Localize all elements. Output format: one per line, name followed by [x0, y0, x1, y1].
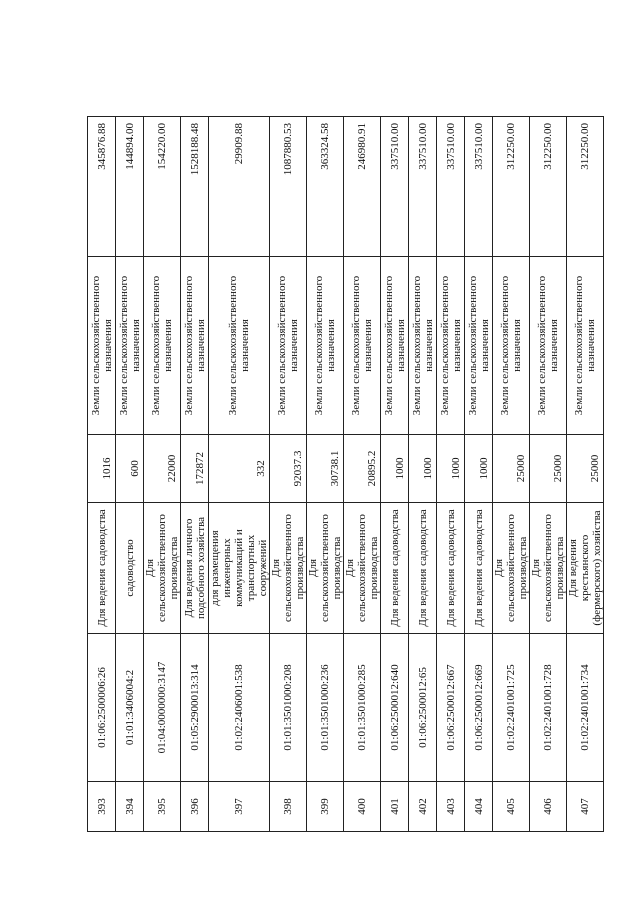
table-row	[181, 117, 209, 832]
table-row	[88, 117, 116, 832]
row-number-cell: 393	[88, 782, 116, 832]
area-cell: 30738.1	[307, 435, 344, 503]
land-category-cell: Земли сельскохозяйственного назначения	[181, 257, 209, 435]
permitted-use-cell: Для сельскохозяйственного производства	[270, 503, 307, 634]
permitted-use-cell: для размещения инженерных коммуникаций и транспортных сооружений	[209, 503, 270, 634]
row-number-cell: 398	[270, 782, 307, 832]
area-cell: 1000	[465, 435, 493, 503]
land-category-cell: Земли сельскохозяйственного назначения	[409, 257, 437, 435]
row-number-cell: 395	[144, 782, 181, 832]
land-category-cell: Земли сельскохозяйственного назначения	[144, 257, 181, 435]
cadastral-value-cell: 1087880.53	[270, 117, 307, 257]
land-category-cell: Земли сельскохозяйственного назначения	[381, 257, 409, 435]
land-category-cell: Земли сельскохозяйственного назначения	[270, 257, 307, 435]
area-cell: 25000	[567, 435, 604, 503]
row-number-cell: 407	[567, 782, 604, 832]
table-row	[270, 117, 307, 832]
rotated-page-content	[87, 117, 603, 832]
permitted-use-cell: Для ведения крестьянского (фермерского) хозяйства	[567, 503, 604, 634]
land-category-cell: Земли сельскохозяйственного назначения	[116, 257, 144, 435]
area-cell: 25000	[493, 435, 530, 503]
cadastral-number-cell: 01:02:2406001:538	[209, 634, 270, 782]
cadastral-number-cell: 01:06:2500012:667	[437, 634, 465, 782]
row-number-cell: 400	[344, 782, 381, 832]
permitted-use-cell: Для сельскохозяйственного производства	[530, 503, 567, 634]
permitted-use-cell: Для сельскохозяйственного производства	[307, 503, 344, 634]
row-number-cell: 396	[181, 782, 209, 832]
cadastral-number-cell: 01:06:2500012:669	[465, 634, 493, 782]
cadastral-number-cell: 01:06:2500006:26	[88, 634, 116, 782]
permitted-use-cell: Для сельскохозяйственного производства	[344, 503, 381, 634]
cadastral-value-cell: 363324.58	[307, 117, 344, 257]
cadastral-value-cell: 337510.00	[465, 117, 493, 257]
area-cell: 1000	[409, 435, 437, 503]
cadastral-value-cell: 312250.00	[567, 117, 604, 257]
area-cell: 92037.3	[270, 435, 307, 503]
cadastral-number-cell: 01:06:2500012:640	[381, 634, 409, 782]
row-number-cell: 403	[437, 782, 465, 832]
area-cell: 172872	[181, 435, 209, 503]
permitted-use-cell: Для сельскохозяйственного производства	[144, 503, 181, 634]
permitted-use-cell: Для ведения садоводства	[409, 503, 437, 634]
area-cell: 1000	[381, 435, 409, 503]
table-row	[437, 117, 465, 832]
land-plots-table	[87, 116, 604, 832]
cadastral-value-cell: 246980.91	[344, 117, 381, 257]
row-number-cell: 404	[465, 782, 493, 832]
table-row	[144, 117, 181, 832]
cadastral-number-cell: 01:01:3501000:285	[344, 634, 381, 782]
table-row	[567, 117, 604, 832]
area-cell: 25000	[530, 435, 567, 503]
cadastral-value-cell: 29909.88	[209, 117, 270, 257]
cadastral-value-cell: 144894.00	[116, 117, 144, 257]
table-row	[530, 117, 567, 832]
area-cell: 22000	[144, 435, 181, 503]
land-category-cell: Земли сельскохозяйственного назначения	[567, 257, 604, 435]
cadastral-value-cell: 337510.00	[409, 117, 437, 257]
land-category-cell: Земли сельскохозяйственного назначения	[530, 257, 567, 435]
area-cell: 20895.2	[344, 435, 381, 503]
table-row	[116, 117, 144, 832]
row-number-cell: 406	[530, 782, 567, 832]
cadastral-value-cell: 345876.88	[88, 117, 116, 257]
land-category-cell: Земли сельскохозяйственного назначения	[465, 257, 493, 435]
cadastral-number-cell: 01:02:2401001:728	[530, 634, 567, 782]
permitted-use-cell: Для ведения личного подсобного хозяйства	[181, 503, 209, 634]
area-cell: 1016	[88, 435, 116, 503]
land-category-cell: Земли сельскохозяйственного назначения	[437, 257, 465, 435]
table-body	[88, 117, 604, 832]
table-row	[344, 117, 381, 832]
permitted-use-cell: садоводство	[116, 503, 144, 634]
land-category-cell: Земли сельскохозяйственного назначения	[307, 257, 344, 435]
permitted-use-cell: Для ведения садоводства	[88, 503, 116, 634]
cadastral-value-cell: 154220.00	[144, 117, 181, 257]
area-cell: 332	[209, 435, 270, 503]
row-number-cell: 401	[381, 782, 409, 832]
cadastral-value-cell: 312250.00	[530, 117, 567, 257]
land-category-cell: Земли сельскохозяйственного назначения	[88, 257, 116, 435]
row-number-cell: 402	[409, 782, 437, 832]
area-cell: 600	[116, 435, 144, 503]
cadastral-value-cell: 1528188.48	[181, 117, 209, 257]
cadastral-value-cell: 312250.00	[493, 117, 530, 257]
area-cell: 1000	[437, 435, 465, 503]
table-row	[409, 117, 437, 832]
table-row	[493, 117, 530, 832]
permitted-use-cell: Для сельскохозяйственного производства	[493, 503, 530, 634]
cadastral-number-cell: 01:01:3406004:2	[116, 634, 144, 782]
row-number-cell: 405	[493, 782, 530, 832]
cadastral-number-cell: 01:01:3501000:208	[270, 634, 307, 782]
row-number-cell: 397	[209, 782, 270, 832]
cadastral-value-cell: 337510.00	[381, 117, 409, 257]
cadastral-number-cell: 01:01:3501000:236	[307, 634, 344, 782]
permitted-use-cell: Для ведения садоводства	[381, 503, 409, 634]
land-category-cell: Земли сельскохозяйственного назначения	[209, 257, 270, 435]
row-number-cell: 394	[116, 782, 144, 832]
table-row	[307, 117, 344, 832]
cadastral-number-cell: 01:02:2401001:725	[493, 634, 530, 782]
cadastral-number-cell: 01:04:0000000:3147	[144, 634, 181, 782]
table-row	[465, 117, 493, 832]
land-category-cell: Земли сельскохозяйственного назначения	[344, 257, 381, 435]
permitted-use-cell: Для ведения садоводства	[465, 503, 493, 634]
cadastral-number-cell: 01:02:2401001:734	[567, 634, 604, 782]
row-number-cell: 399	[307, 782, 344, 832]
table-row	[209, 117, 270, 832]
table-row	[381, 117, 409, 832]
cadastral-value-cell: 337510.00	[437, 117, 465, 257]
land-category-cell: Земли сельскохозяйственного назначения	[493, 257, 530, 435]
permitted-use-cell: Для ведения садоводства	[437, 503, 465, 634]
cadastral-number-cell: 01:05:2900013:314	[181, 634, 209, 782]
cadastral-number-cell: 01:06:2500012:65	[409, 634, 437, 782]
